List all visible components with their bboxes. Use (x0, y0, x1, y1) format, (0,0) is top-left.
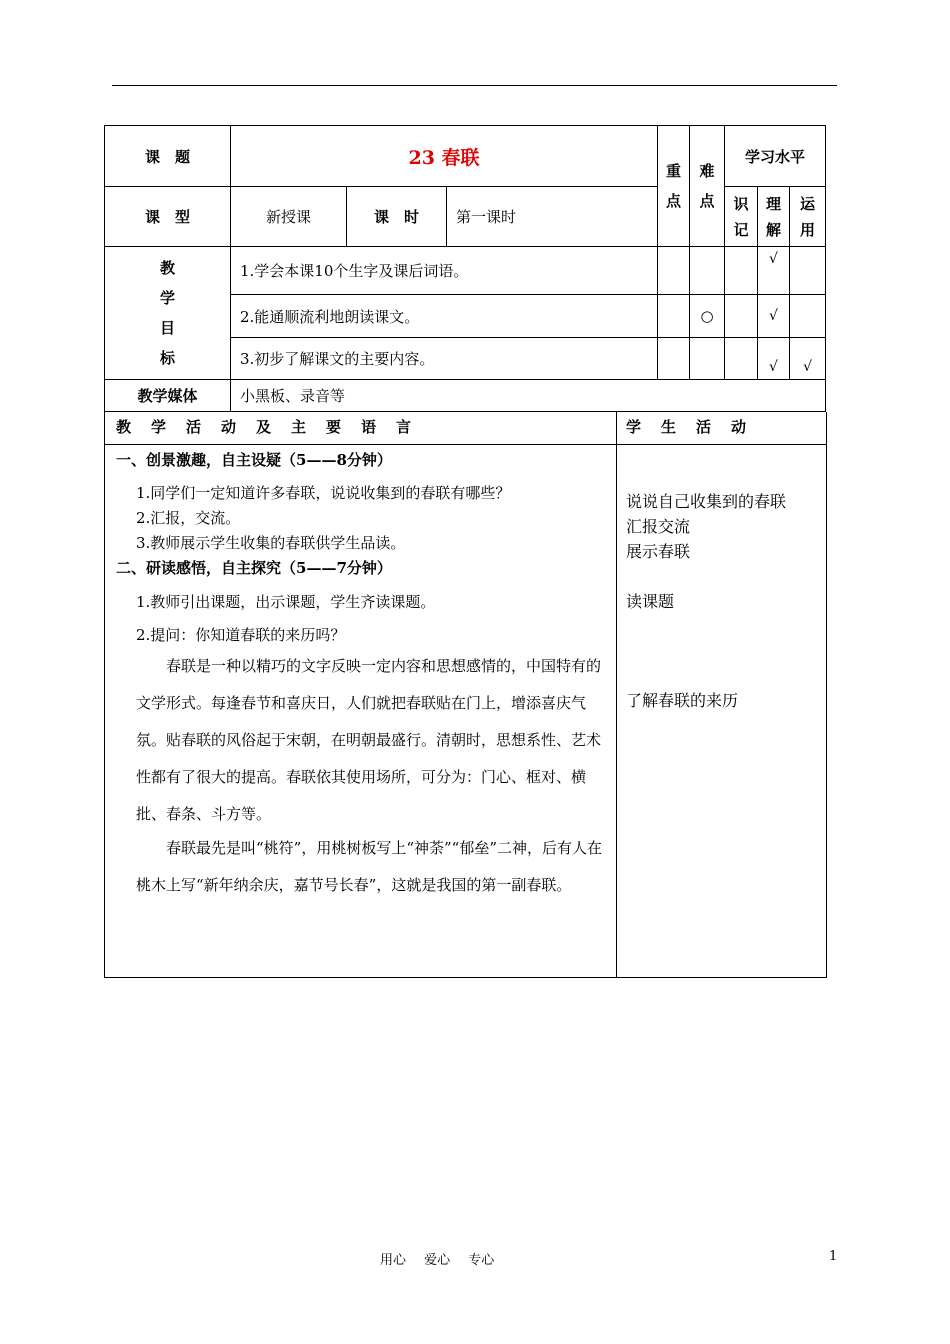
level-apply: 运用 (790, 187, 826, 247)
media-value: 小黑板、录音等 (231, 380, 826, 412)
lesson-title: 23 春联 (231, 126, 658, 187)
header-rule (112, 85, 837, 86)
footer-motto: 用心 爱心 专心 (380, 1253, 495, 1268)
student-activity-header: 学生活动 (626, 418, 767, 436)
objective-3-remember (725, 338, 758, 380)
objective-1-key (658, 247, 690, 295)
paragraph-1: 春联是一种以精巧的文字反映一定内容和思想感情的，中国特有的文学形式。每逢春节和喜庆日，人们就把春联贴在门上，增添喜庆气氛。贴春联的风俗起于宋朝，在明朝最盛行。清朝时，思想系性、艺术性都有了很大的提高。春联依其使用场所，可分为：门心、框对、横批、春条、斗方等。 (136, 657, 602, 823)
level-remember: 识记 (725, 187, 758, 247)
objective-1-remember (725, 247, 758, 295)
student-item-1: 说说自己收集到的春联 (626, 492, 787, 511)
media-label: 教学媒体 (105, 380, 231, 412)
period-value: 第一课时 (447, 187, 658, 247)
s2-item-2: 2.提问：你知道春联的来历吗？ (136, 626, 346, 644)
section-2-heading: 二、研读感悟，自主探究（5——7分钟） (116, 559, 392, 577)
s1-item-1: 1.同学们一定知道许多春联，说说收集到的春联有哪些？ (136, 484, 511, 502)
student-item-3: 展示春联 (626, 542, 691, 561)
activity-header-row (105, 412, 826, 445)
type-value: 新授课 (231, 187, 347, 247)
key-point-header: 重点 (658, 126, 690, 247)
objective-2: 2.能通顺流利地朗读课文。 (231, 295, 658, 338)
lesson-info-table (104, 125, 826, 412)
s1-item-3: 3.教师展示学生收集的春联供学生品读。 (136, 534, 406, 552)
learning-level-header: 学习水平 (725, 126, 826, 187)
student-item-4: 读课题 (626, 592, 675, 611)
objectives-label: 教学目标 (105, 247, 231, 380)
period-label: 课 时 (347, 187, 447, 247)
paragraph-2: 春联最先是叫“桃符”，用桃树板写上“神荼”“郁垒”二神，后有人在桃木上写“新年纳余庆，嘉节号长春”，这就是我国的第一副春联。 (136, 839, 603, 894)
objective-3-key (658, 338, 690, 380)
difficulty-header: 难点 (690, 126, 725, 247)
s2-item-1: 1.教师引出课题，出示课题，学生齐读课题。 (136, 593, 436, 611)
objective-2-remember (725, 295, 758, 338)
objective-3-apply: √ (790, 338, 826, 380)
student-item-5: 了解春联的来历 (626, 691, 739, 710)
objective-1-apply (790, 247, 826, 295)
objective-3: 3.初步了解课文的主要内容。 (231, 338, 658, 380)
objective-2-apply (790, 295, 826, 338)
type-label: 课 型 (105, 187, 231, 247)
objective-3-understand: √ (758, 338, 790, 380)
topic-label: 课 题 (105, 126, 231, 187)
s1-item-2: 2.汇报，交流。 (136, 509, 241, 527)
objective-2-key (658, 295, 690, 338)
section-1-heading: 一、创景激趣，自主设疑（5——8分钟） (116, 451, 392, 469)
page-number: 1 (829, 1249, 838, 1264)
student-item-2: 汇报交流 (626, 517, 691, 536)
objective-2-difficult: ○ (690, 295, 725, 338)
level-understand: 理解 (758, 187, 790, 247)
objective-1-understand: √ (758, 247, 790, 295)
objective-1: 1.学会本课10个生字及课后词语。 (231, 247, 658, 295)
objective-1-difficult (690, 247, 725, 295)
objective-2-understand: √ (758, 295, 790, 338)
objective-3-difficult (690, 338, 725, 380)
column-divider (616, 412, 617, 977)
teacher-activity-header: 教学活动及主要语言 (116, 418, 432, 436)
activity-table (104, 412, 827, 978)
